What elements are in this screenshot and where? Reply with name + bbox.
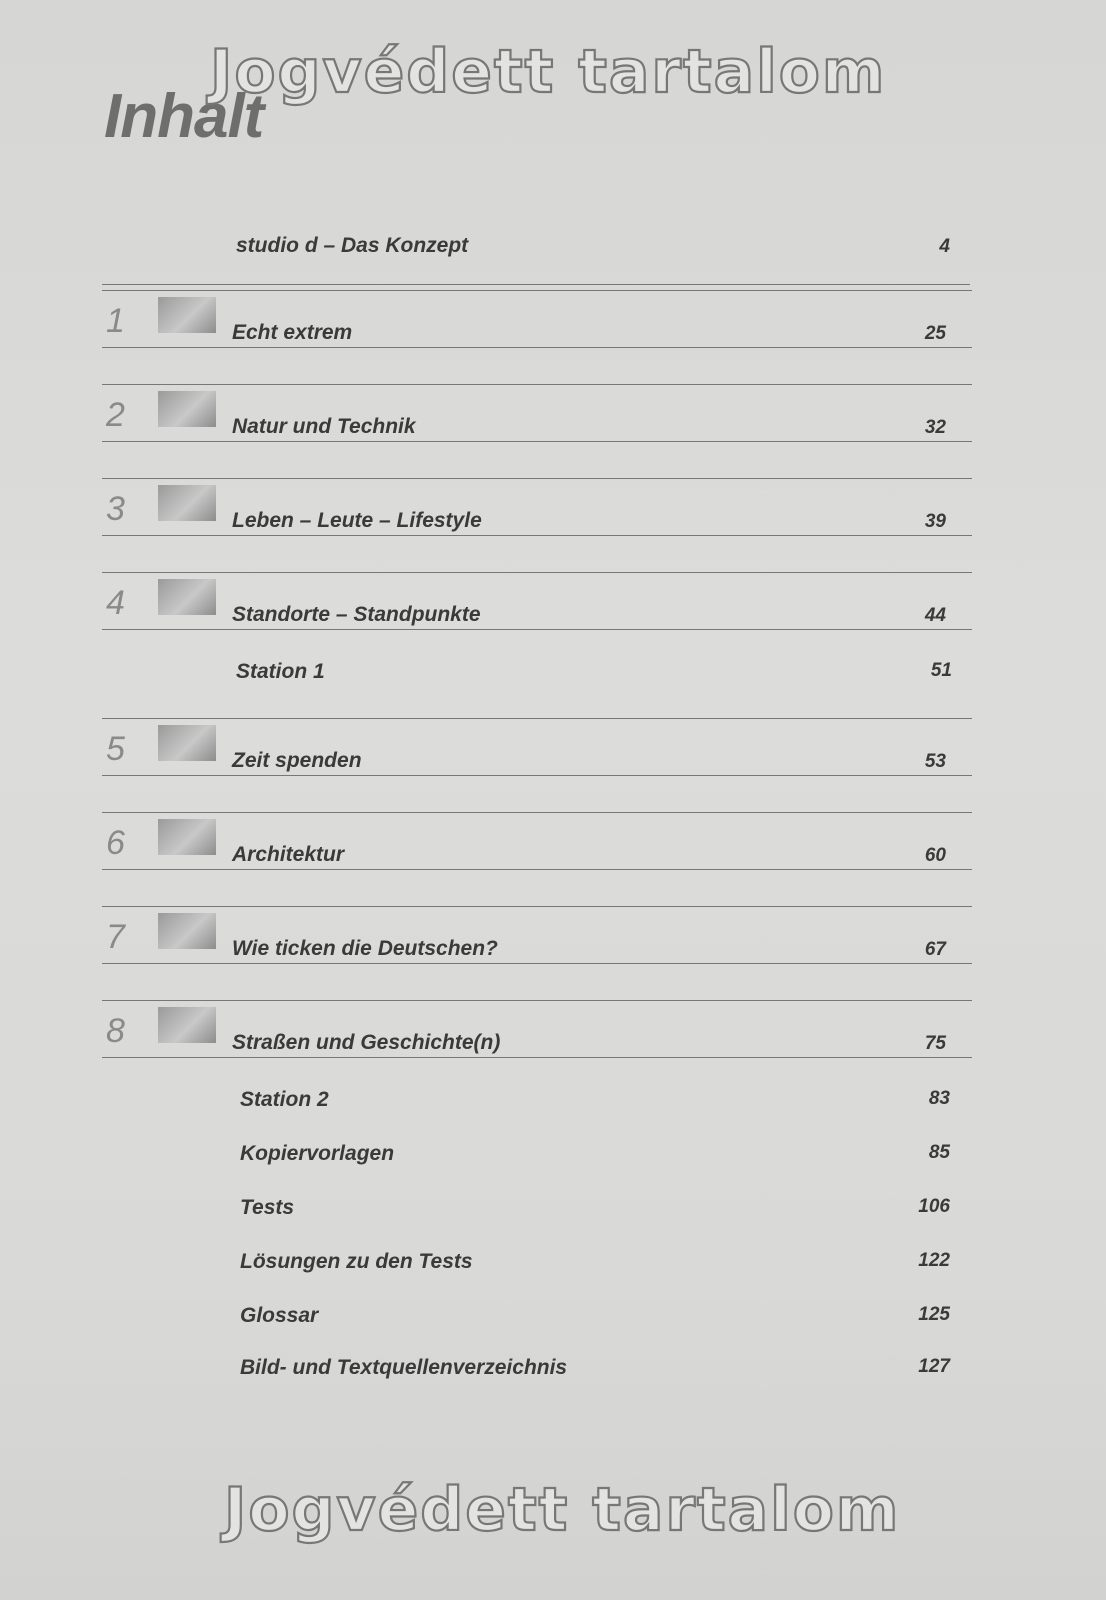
chapter-page: 67 — [924, 939, 946, 960]
appendix-page: 106 — [918, 1196, 950, 1217]
chapter-thumbnail — [158, 485, 216, 521]
chapter-thumbnail — [158, 819, 216, 855]
appendix-page: 125 — [918, 1304, 950, 1325]
chapter-page: 44 — [924, 605, 946, 626]
station-label: Station 1 — [236, 660, 325, 683]
watermark-top: Jogvédett tartalom — [210, 37, 887, 107]
chapter-thumbnail — [158, 913, 216, 949]
appendix-label: Glossar — [240, 1304, 319, 1327]
toc-intro[interactable] — [102, 228, 970, 285]
chapter-thumbnail — [158, 725, 216, 761]
chapter-number: 8 — [106, 1012, 125, 1050]
toc-chapter-7[interactable] — [102, 906, 972, 964]
chapter-number: 2 — [106, 396, 125, 434]
toc-intro-label: studio d – Das Konzept — [236, 234, 469, 257]
chapter-title: Standorte – Standpunkte — [232, 603, 481, 626]
page-title: Inhalt — [104, 82, 264, 151]
toc-intro-page: 4 — [939, 236, 950, 257]
chapter-title: Leben – Leute – Lifestyle — [232, 509, 482, 532]
appendix-page: 122 — [918, 1250, 950, 1271]
chapter-page: 75 — [924, 1033, 946, 1054]
chapter-number: 4 — [106, 584, 125, 622]
appendix-page: 85 — [928, 1142, 950, 1163]
toc-chapter-3[interactable] — [102, 478, 972, 536]
chapter-title: Zeit spenden — [232, 749, 362, 772]
appendix-page: 83 — [928, 1088, 950, 1109]
chapter-thumbnail — [158, 1007, 216, 1043]
toc-chapter-8[interactable] — [102, 1000, 972, 1058]
appendix-label: Station 2 — [240, 1088, 329, 1111]
appendix-page: 127 — [918, 1356, 950, 1377]
toc-chapter-1[interactable] — [102, 290, 972, 348]
chapter-thumbnail — [158, 579, 216, 615]
chapter-page: 53 — [924, 751, 946, 772]
chapter-title: Straßen und Geschichte(n) — [232, 1031, 501, 1054]
chapter-title: Echt extrem — [232, 321, 353, 344]
watermark-bottom: Jogvédett tartalom — [224, 1475, 901, 1545]
toc-chapter-2[interactable] — [102, 384, 972, 442]
toc-chapter-6[interactable] — [102, 812, 972, 870]
appendix-label: Tests — [240, 1196, 295, 1219]
chapter-title: Architektur — [232, 843, 345, 866]
chapter-page: 32 — [924, 417, 946, 438]
chapter-number: 6 — [106, 824, 125, 862]
chapter-thumbnail — [158, 297, 216, 333]
appendix-label: Bild- und Textquellenverzeichnis — [240, 1356, 568, 1379]
chapter-page: 25 — [924, 323, 946, 344]
toc-chapter-5[interactable] — [102, 718, 972, 776]
station-page: 51 — [930, 660, 952, 681]
chapter-title: Wie ticken die Deutschen? — [232, 937, 498, 960]
appendix-label: Lösungen zu den Tests — [240, 1250, 473, 1273]
chapter-thumbnail — [158, 391, 216, 427]
chapter-page: 39 — [924, 511, 946, 532]
chapter-number: 1 — [106, 302, 125, 340]
toc-chapter-4[interactable] — [102, 572, 972, 630]
chapter-number: 3 — [106, 490, 125, 528]
chapter-number: 5 — [106, 730, 125, 768]
chapter-title: Natur und Technik — [232, 415, 416, 438]
chapter-number: 7 — [106, 918, 125, 956]
chapter-page: 60 — [924, 845, 946, 866]
appendix-label: Kopiervorlagen — [240, 1142, 395, 1165]
